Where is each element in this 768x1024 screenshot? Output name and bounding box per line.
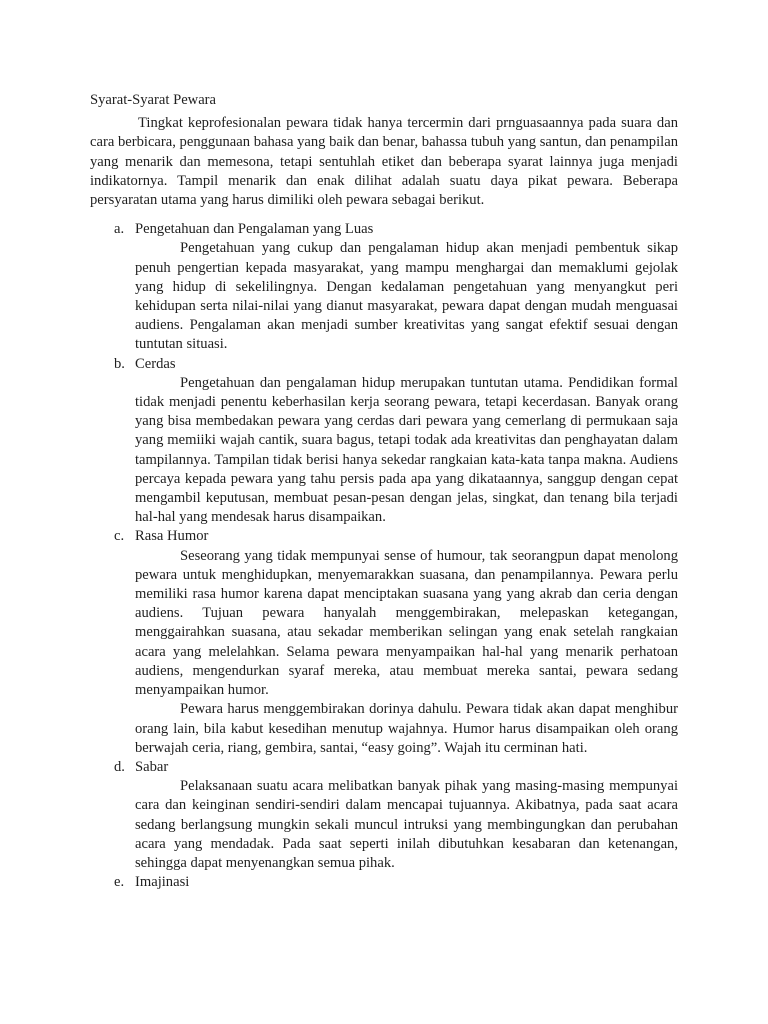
intro-paragraph: Tingkat keprofesionalan pewara tidak hanya tercermin dari prnguasaannya pada suara dan cara berbicara, penggunaan bahasa yang baik dan benar, bahassa tubuh yang santun, dan penampilan yang menarik dan memesona, tetapi sentuhlah etiket dan beberapa syarat lainnya juga menjadi indikatornya. Tampil menarik dan enak dilihat adalah suatu daya pikat pewara. Beberapa persyaratan utama yang harus dimiliki oleh pewara sebagai berikut. [90, 115, 678, 209]
item-paragraph: Pewara harus menggembirakan dorinya dahulu. Pewara tidak akan dapat menghibur orang lain, bila kabut kesedihan menutup wajahnya. Humor harus disampaikan oleh orang berwajah ceria, riang, gembira, santai, “easy going”. Wajah itu cerminan hati. [135, 701, 678, 756]
list-marker: b. [114, 355, 125, 372]
list-marker: c. [114, 528, 125, 545]
item-heading: Rasa Humor [135, 528, 209, 545]
item-heading: Imajinasi [135, 874, 190, 891]
list-marker: e. [114, 874, 125, 891]
list-marker: a. [114, 221, 125, 238]
item-paragraph: Pengetahuan yang cukup dan pengalaman hidup akan menjadi pembentuk sikap penuh pengertian kepada masyarakat, yang mampu menghargai dan memaklumi gejolak yang hidup di sekelilingnya. Dengan kedalaman pengetahuan yang menyangkut peri kehidupan serta nilai-nilai yang dianut masyarakat, pewara dapat dengan mudah menguasai audiens. Pengalaman akan menjadi sumber kreativitas yang sangat efektif sesuai dengan tuntutan situasi. [135, 240, 678, 353]
list-item [90, 873, 678, 892]
document-page [90, 91, 678, 892]
item-heading: Cerdas [135, 355, 176, 372]
item-heading: Pengetahuan dan Pengalaman yang Luas [135, 221, 374, 238]
list-item [90, 220, 678, 354]
requirements-list [90, 220, 678, 892]
item-paragraph: Seseorang yang tidak mempunyai sense of humour, tak seorangpun dapat menolong pewara untuk menghidupkan, menyemarakkan suasana, dan penampilannya. Pewara perlu memiliki rasa humor karena dapat menciptakan suasana yang yang akrab dan ceria dengan audiens. Tujuan pewara hanyalah menggembirakan, melepaskan ketegangan, menggairahkan suasana, atau sekadar memberikan selingan yang enak setelah rangkaian acara yang melelahkan. Selama pewara menyampaikan hal-hal yang menarik perhatoan audiens, mengendurkan syaraf mereka, atau membuat mereka santai, pewara sedang menyampaikan humor. [135, 547, 678, 699]
list-item [90, 527, 678, 757]
item-paragraph: Pelaksanaan suatu acara melibatkan banyak pihak yang masing-masing mempunyai cara dan keinginan sendiri-sendiri dalam mencapai tujuannya. Akibatnya, pada saat acara sedang berlangsung mungkin sekali muncul intruksi yang membingungkan dan perubahan acara yang mendadak. Pada saat seperti inilah dibutuhkan kesabaran dan ketenangan, sehingga dapat menyenangkan semua pihak. [135, 778, 678, 871]
list-item [90, 355, 678, 528]
item-paragraph: Pengetahuan dan pengalaman hidup merupakan tuntutan utama. Pendidikan formal tidak menjadi penentu keberhasilan kerja seorang pewara, tetapi kecerdasan. Banyak orang yang bisa membedakan pewara yang cerdas dari pewara yang cemerlang di permukaan saja yang memiiki wajah cantik, suara bagus, tetapi todak ada kreativitas dan penghayatan dalam tampilannya. Tampilan tidak berisi hanya sekedar rangkaian kata-kata tanpa makna. Audiens percaya kepada pewara yang tahu persis pada apa yang dikataannya, sanggup dengan cepat mengambil keputusan, membuat pesan-pesan dengan jelas, singkat, dan tenang bila terjadi hal-hal yang mendesak harus disampaikan. [135, 374, 678, 526]
list-item [90, 758, 678, 873]
document-title: Syarat-Syarat Pewara [90, 92, 217, 108]
list-marker: d. [114, 758, 125, 775]
item-heading: Sabar [135, 758, 169, 775]
